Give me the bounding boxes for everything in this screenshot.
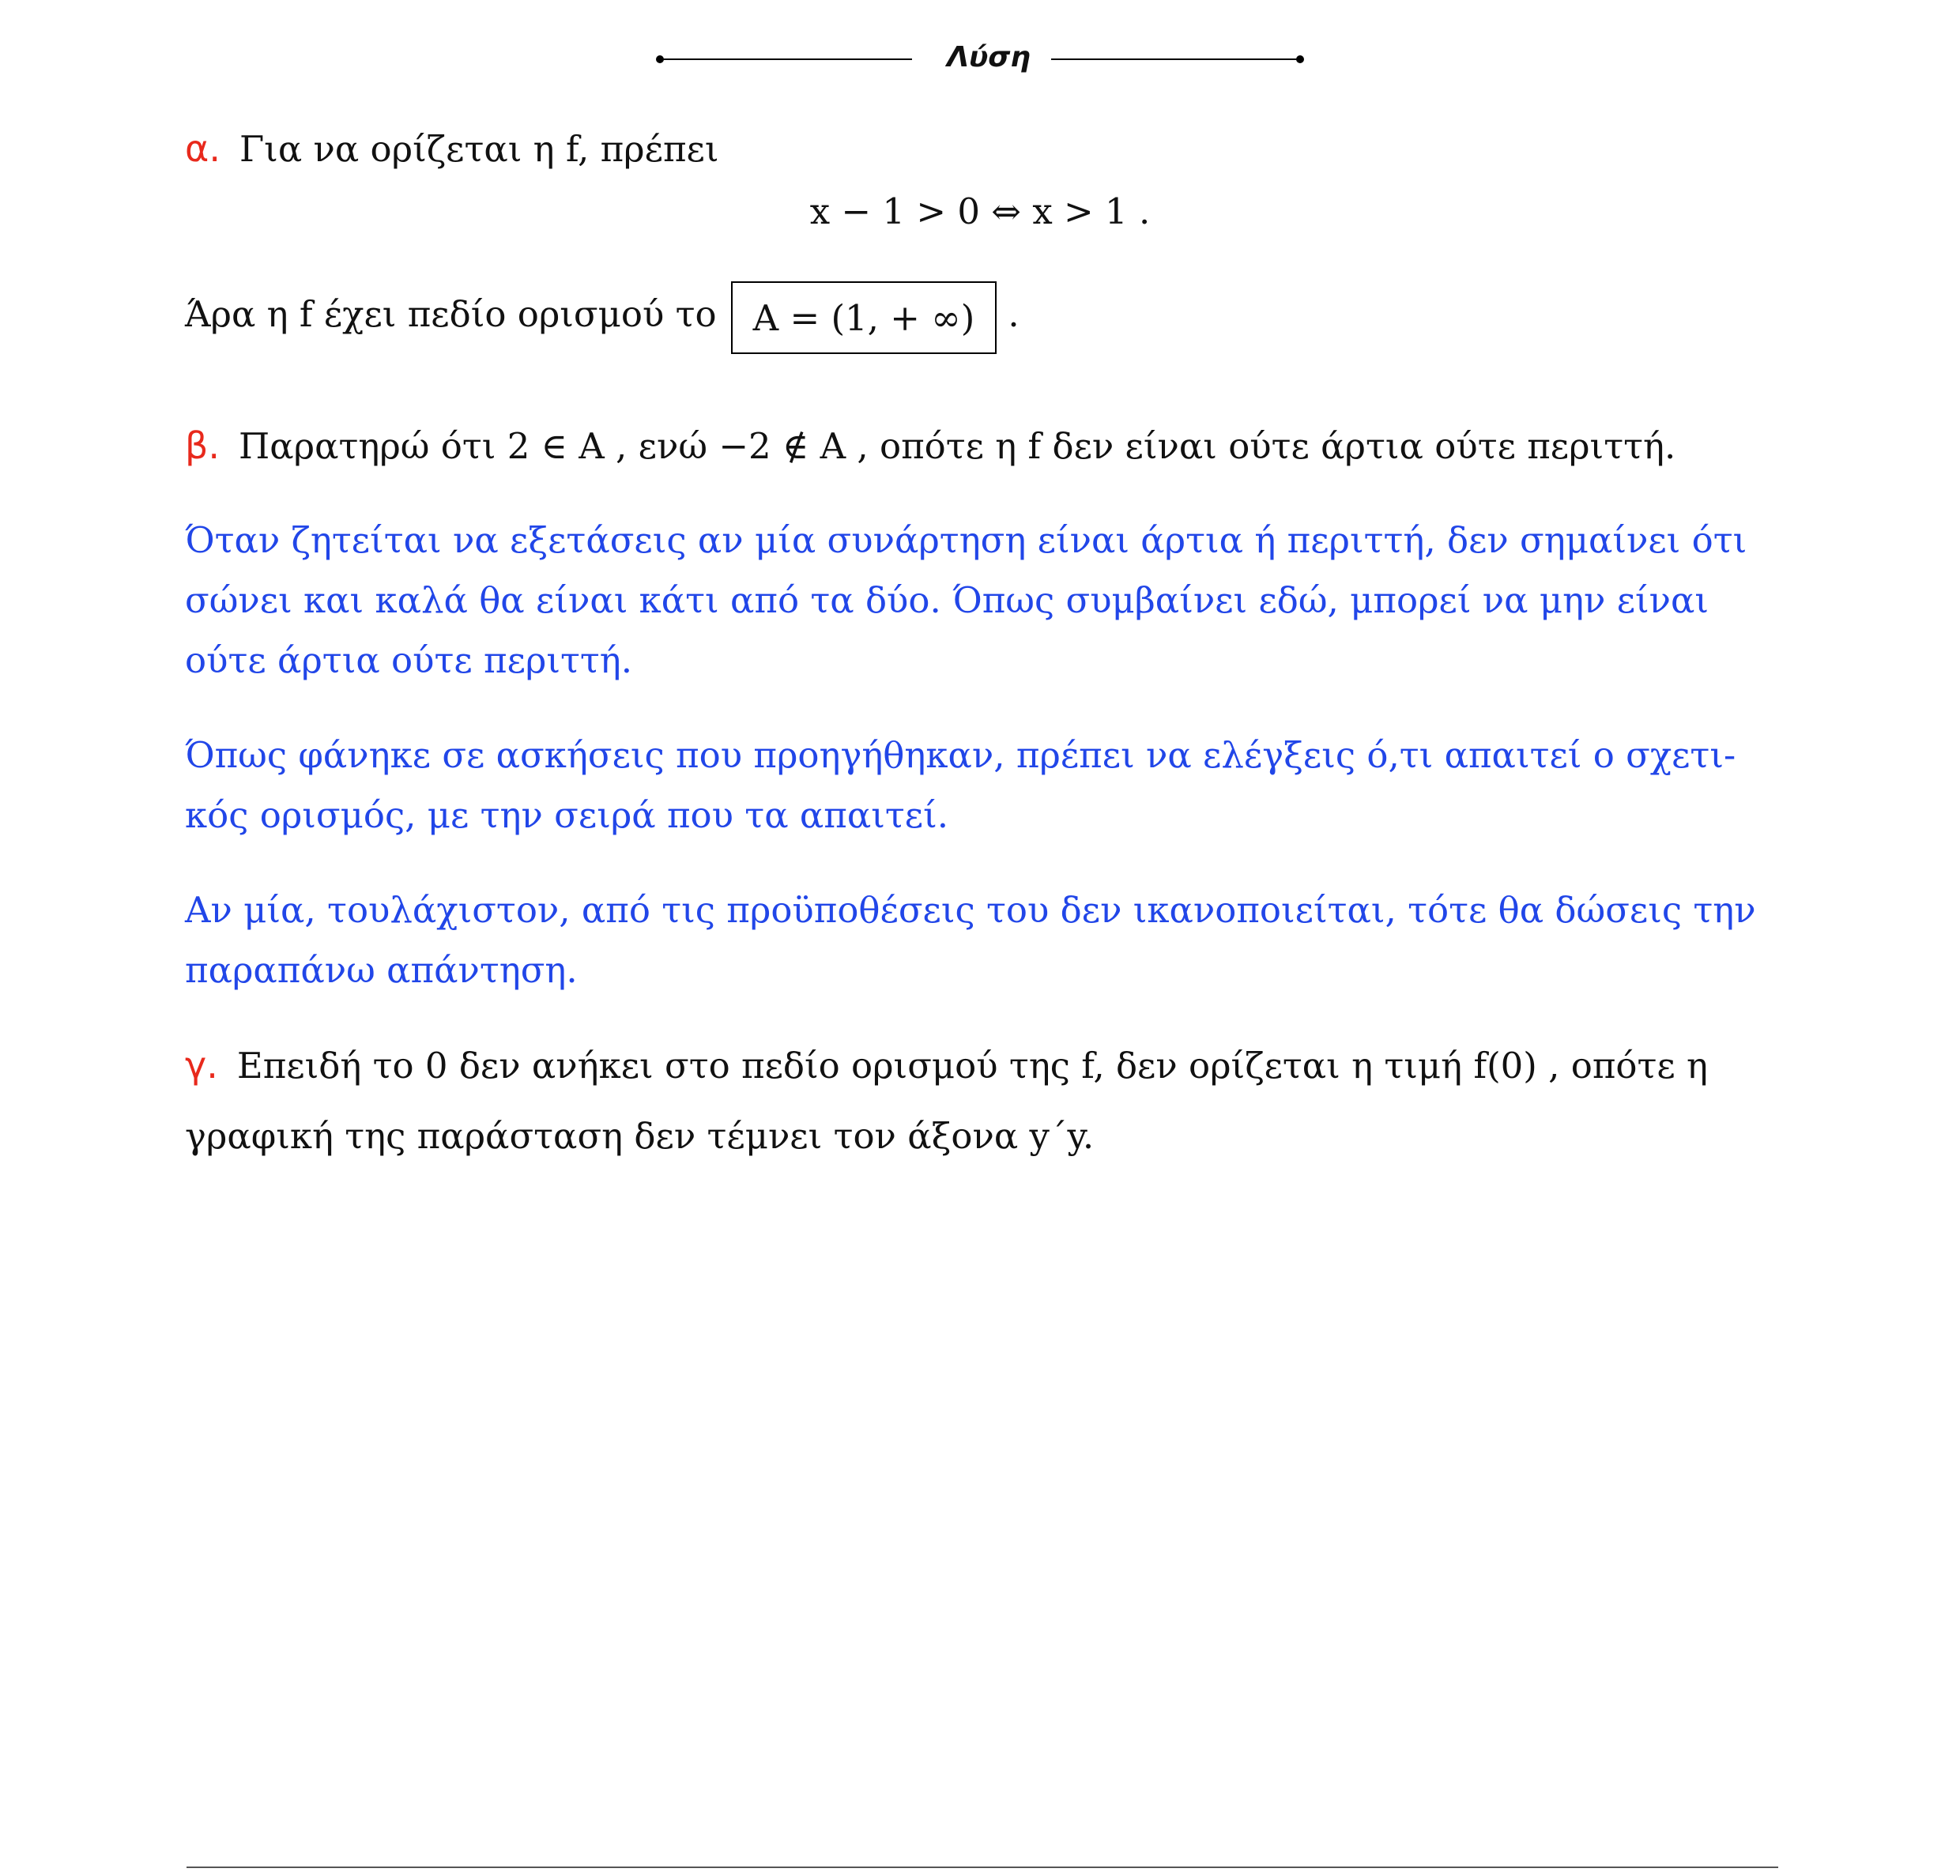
- domain-box: A = (1, + ∞): [731, 281, 997, 354]
- part-a-intro: [185, 126, 719, 171]
- note-1-line-3: ούτε άρτια ούτε περιττή.: [185, 639, 633, 681]
- note-1-line-2: σώνει και καλά θα είναι κάτι από τα δύο. Όπως συμβαίνει εδώ, μπορεί να μην είναι: [185, 579, 1709, 621]
- note-2-line-2: κός ορισμός, με την σειρά που τα απαιτεί.: [185, 794, 949, 836]
- note-1-line-1: Όταν ζητείται να εξετάσεις αν μία συνάρτηση είναι άρτια ή περιττή, δεν σημαίνει ότι: [185, 519, 1747, 561]
- solution-title: Λύση: [947, 41, 1031, 73]
- part-a-domain-end: .: [1008, 293, 1020, 335]
- part-c-line-2: γραφική της παράσταση δεν τέμνει τον άξονα y΄y.: [185, 1115, 1095, 1157]
- footer-rule: [187, 1867, 1778, 1868]
- part-c-line-1: [185, 1043, 1708, 1088]
- note-3-line-2: παραπάνω απάντηση.: [185, 949, 578, 991]
- rule-line-right: [1051, 58, 1301, 60]
- rule-line-left: [661, 58, 912, 60]
- part-b-line: [185, 424, 1675, 469]
- part-a-equation: x − 1 > 0 ⇔ x > 1 .: [809, 190, 1151, 232]
- part-c-text-1: Επειδή το 0 δεν ανήκει στο πεδίο ορισμού της f, δεν ορίζεται η τιμή f(0) , οπότε η: [236, 1045, 1708, 1087]
- part-a-domain-text: Άρα η f έχει πεδίο ορισμού το: [185, 293, 717, 335]
- part-c-label: γ.: [185, 1044, 218, 1087]
- note-2-line-1: Όπως φάνηκε σε ασκήσεις που προηγήθηκαν, πρέπει να ελέγξεις ό,τι απαιτεί ο σχετι-: [185, 734, 1736, 776]
- part-a-text: Για να ορίζεται η f, πρέπει: [239, 128, 719, 170]
- part-a-domain-line: [185, 275, 1020, 354]
- part-b-label: β.: [185, 424, 220, 467]
- rule-dot-right: [1296, 55, 1304, 63]
- part-a-label: α.: [185, 127, 220, 170]
- part-b-text: Παρατηρώ ότι 2 ∈ A , ενώ −2 ∉ A , οπότε η f δεν είναι ούτε άρτια ούτε περιττή.: [238, 425, 1676, 467]
- note-3-line-1: Αν μία, τουλάχιστον, από τις προϋποθέσεις του δεν ικανοποιείται, τότε θα δώσεις την: [185, 889, 1756, 931]
- solution-header: [656, 41, 1304, 76]
